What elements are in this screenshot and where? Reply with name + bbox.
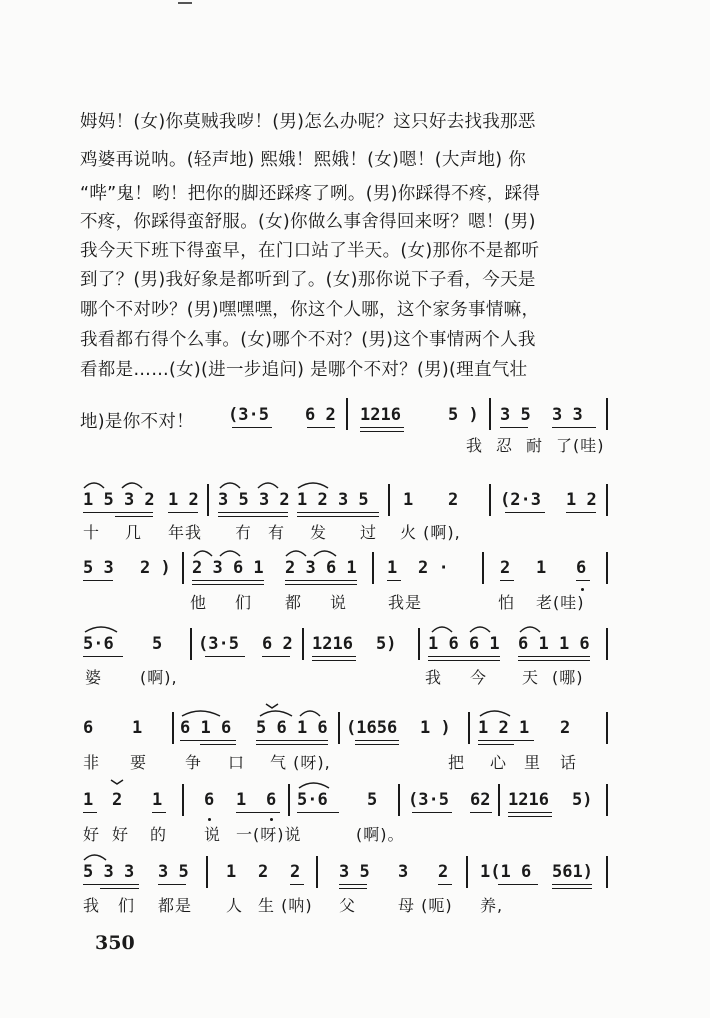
barline xyxy=(606,856,608,888)
note-group: 561) xyxy=(552,862,593,882)
beam xyxy=(256,740,328,741)
note-group: (3·5 xyxy=(228,405,269,425)
note-group: 5·6 xyxy=(83,634,114,654)
lyric: 婆 xyxy=(85,668,103,687)
beam xyxy=(552,884,592,885)
lyric: 他 xyxy=(190,593,208,612)
beam xyxy=(200,744,236,745)
lyric: 天 xyxy=(522,668,540,687)
barline xyxy=(206,856,208,888)
barline xyxy=(606,398,608,430)
beam xyxy=(355,744,399,745)
note-group: 3 3 xyxy=(552,405,583,425)
top-mark xyxy=(178,2,192,4)
note-group: 5 6 1 6 xyxy=(256,718,328,738)
slur xyxy=(478,706,518,718)
beam xyxy=(339,884,367,885)
slur xyxy=(297,778,337,790)
note-group: 2 3 6 1 xyxy=(192,558,264,578)
note-group: 2 xyxy=(560,718,571,738)
barline xyxy=(398,784,400,816)
slur xyxy=(218,478,388,490)
note-group: 2 xyxy=(290,862,301,882)
barline xyxy=(288,784,290,816)
prose-line: 看都是……(女)(进一步追问) 是哪个不对？(男)(理直气壮 xyxy=(80,360,528,380)
barline xyxy=(418,628,420,660)
note-group: 5 xyxy=(367,790,378,810)
slur xyxy=(180,698,340,718)
beam xyxy=(518,656,590,657)
barline xyxy=(190,628,192,660)
lyric: 耐 xyxy=(526,436,544,455)
note-group: 1 2 3 5 xyxy=(297,490,369,510)
note-group: 2 xyxy=(438,862,449,882)
barline xyxy=(606,712,608,744)
beam xyxy=(307,427,335,428)
note-group: 5·6 xyxy=(297,790,328,810)
note-group: 6 2 xyxy=(262,634,293,654)
slur xyxy=(190,546,370,558)
note-group: 5) xyxy=(572,790,593,810)
beam xyxy=(552,888,592,889)
beam xyxy=(158,884,186,885)
prose-line: 我看都冇得个么事。(女)哪个不对？(男)这个事情两个人我 xyxy=(80,330,536,350)
beam xyxy=(297,812,339,813)
barline xyxy=(606,628,608,660)
lyric: 父 xyxy=(339,896,357,915)
beam xyxy=(83,656,123,657)
beam xyxy=(218,512,288,513)
note-group: 2 3 6 1 xyxy=(285,558,357,578)
beam xyxy=(218,516,288,517)
note-group: (3·5 xyxy=(408,790,449,810)
lyric: 母 (呃) xyxy=(398,896,453,915)
beam xyxy=(508,812,552,813)
slur xyxy=(428,622,598,634)
beam xyxy=(500,427,528,428)
lyric: 我 xyxy=(83,896,101,915)
beam xyxy=(552,427,596,428)
note-group: 1 xyxy=(403,490,414,510)
lyric: 的 xyxy=(150,825,168,844)
note-group: 5 3 xyxy=(83,558,114,578)
lyric: 火 (啊), xyxy=(400,523,461,542)
beam xyxy=(262,656,290,657)
prose-line: 我今天下班下得蛮早，在门口站了半天。(女)那你不是都听 xyxy=(80,241,540,261)
note-group: 5 xyxy=(152,634,163,654)
barline xyxy=(302,628,304,660)
note-group: 6 xyxy=(204,790,215,810)
beam xyxy=(478,744,514,745)
beam xyxy=(83,884,139,885)
note-group: 6 xyxy=(576,558,587,578)
lyric: 养, xyxy=(480,896,504,915)
beam xyxy=(428,656,500,657)
beam xyxy=(500,580,514,581)
lyric: (哪) xyxy=(552,668,584,687)
barline xyxy=(388,484,390,516)
lyric: 一(呀)说 xyxy=(236,825,302,844)
barline xyxy=(182,552,184,584)
beam xyxy=(412,812,452,813)
slur xyxy=(83,622,123,634)
beam xyxy=(428,660,500,661)
slur xyxy=(82,850,122,862)
barline xyxy=(606,552,608,584)
lyric: 气 (呀), xyxy=(270,753,331,772)
prose-line-end: 地)是你不对！ xyxy=(80,412,194,432)
note-group: 2 · xyxy=(418,558,449,578)
barline xyxy=(182,784,184,816)
beam xyxy=(256,744,328,745)
barline xyxy=(498,784,500,816)
lyric: 说 xyxy=(204,825,222,844)
note-group: 2 xyxy=(258,862,269,882)
beam xyxy=(505,512,545,513)
beam xyxy=(312,660,356,661)
note-group: 6 xyxy=(266,790,277,810)
note-group: 1 xyxy=(83,790,94,810)
lyric: 几 xyxy=(125,523,143,542)
lyric: 要 xyxy=(130,753,148,772)
barline xyxy=(207,484,209,516)
note-group: 2 xyxy=(112,790,123,810)
beam xyxy=(297,512,379,513)
note-group: 3 xyxy=(398,862,409,882)
beam xyxy=(180,740,236,741)
lyric: 们 xyxy=(118,896,136,915)
lyric: 老(哇) xyxy=(536,593,585,612)
note-group: 1216 xyxy=(508,790,549,810)
lyric: 口 xyxy=(228,753,246,772)
octave-dot xyxy=(208,818,211,821)
note-group: 6 xyxy=(83,718,94,738)
note-group: 3 5 xyxy=(500,405,531,425)
note-group: 5) xyxy=(376,634,397,654)
note-group: 6 1 1 6 xyxy=(518,634,590,654)
note-group: 6 2 xyxy=(305,405,336,425)
note-group: 1 xyxy=(226,862,237,882)
note-group: 3 5 xyxy=(339,862,370,882)
beam xyxy=(470,812,492,813)
lyric: 了(哇) xyxy=(556,436,605,455)
note-group: 1 2 xyxy=(566,490,597,510)
note-group: 3 5 xyxy=(158,862,189,882)
barline xyxy=(172,712,174,744)
beam xyxy=(290,884,304,885)
lyric: 有 xyxy=(268,523,286,542)
note-group: 1 xyxy=(536,558,547,578)
lyric: 十 xyxy=(83,523,101,542)
beam xyxy=(518,660,590,661)
beam xyxy=(478,740,534,741)
beam xyxy=(285,584,357,585)
beam xyxy=(508,816,552,817)
beam xyxy=(236,812,280,813)
beam xyxy=(232,427,272,428)
beam xyxy=(339,888,367,889)
note-group: 1 xyxy=(387,558,398,578)
beam xyxy=(205,656,245,657)
lyric: 今 xyxy=(470,668,488,687)
prose-line: 不疼，你踩得蛮舒服。(女)你做么事舍得回来呀？嗯！(男) xyxy=(80,212,536,232)
note-group: 1 2 xyxy=(168,490,199,510)
lyric: 说 xyxy=(330,593,348,612)
lyric: 把 xyxy=(448,753,466,772)
beam xyxy=(115,516,153,517)
barline xyxy=(606,784,608,816)
beam xyxy=(387,580,401,581)
prose-line: 姆妈！(女)你莫贼我哕！(男)怎么办呢？这只好去找我那恶 xyxy=(80,112,536,132)
note-group: 1 xyxy=(236,790,247,810)
note-group: 62 xyxy=(470,790,491,810)
note-group: 1 5 3 2 xyxy=(83,490,155,510)
note-group: 1(1 6 xyxy=(480,862,532,882)
barline xyxy=(468,712,470,744)
beam xyxy=(83,812,97,813)
note-group: (1656 xyxy=(346,718,398,738)
note-group: 5 3 3 xyxy=(83,862,135,882)
lyric: 都是 xyxy=(158,896,193,915)
barline xyxy=(489,484,491,516)
note-group: (3·5 xyxy=(198,634,239,654)
prose-line: “哔”鬼！哟！把你的脚还踩疼了咧。(男)你踩得不疼，踩得 xyxy=(80,184,541,204)
note-group: 1 ) xyxy=(420,718,451,738)
lyric: 都 xyxy=(285,593,303,612)
prose-line: 到了？(男)我好象是都听到了。(女)那你说下子看，今天是 xyxy=(80,270,536,290)
note-group: 6 1 6 xyxy=(180,718,232,738)
barline xyxy=(372,552,374,584)
beam xyxy=(576,580,590,581)
lyric: 好 xyxy=(83,825,101,844)
barline xyxy=(338,712,340,744)
beam xyxy=(498,884,538,885)
note-group: 3 5 3 2 xyxy=(218,490,290,510)
beam xyxy=(192,584,264,585)
note-group: 2 ) xyxy=(140,558,171,578)
lyric: 人 xyxy=(226,896,244,915)
lyric: 好 xyxy=(112,825,130,844)
lyric: 争 xyxy=(185,753,203,772)
beam xyxy=(83,512,153,513)
beam xyxy=(360,431,404,432)
octave-dot xyxy=(270,818,273,821)
lyric: 里 xyxy=(524,753,542,772)
note-group: (2·3 xyxy=(500,490,541,510)
lyric: 生 (呐) xyxy=(258,896,313,915)
beam xyxy=(100,888,139,889)
beam xyxy=(285,580,357,581)
barline xyxy=(606,484,608,516)
barline xyxy=(482,552,484,584)
note-group: 2 xyxy=(500,558,511,578)
beam xyxy=(438,884,452,885)
lyric: 怕 xyxy=(498,593,516,612)
beam xyxy=(566,512,596,513)
lyric: 年我 xyxy=(168,523,203,542)
lyric: (啊)。 xyxy=(356,825,405,844)
beam xyxy=(355,740,399,741)
beam xyxy=(83,580,113,581)
note-group: 1216 xyxy=(312,634,353,654)
slur xyxy=(82,478,182,490)
lyric: 我是 xyxy=(388,593,423,612)
lyric: 心 xyxy=(490,753,508,772)
note-group: 1 6 6 1 xyxy=(428,634,500,654)
note-group: 5 ) xyxy=(448,405,479,425)
barline xyxy=(346,398,348,430)
barline xyxy=(489,398,491,430)
beam xyxy=(168,512,198,513)
lyric: 我 xyxy=(425,668,443,687)
prose-line: 哪个不对吵？(男)嘿嘿嘿，你这个人哪，这个家务事情嘛， xyxy=(80,300,540,320)
lyric: (啊), xyxy=(140,668,178,687)
prose-line: 鸡婆再说呐。(轻声地) 熙娥！熙娥！(女)嗯！(大声地) 你 xyxy=(80,150,527,170)
beam xyxy=(192,580,264,581)
lyric: 冇 xyxy=(235,523,253,542)
note-group: 1 xyxy=(132,718,143,738)
beam xyxy=(297,516,379,517)
beam xyxy=(152,812,166,813)
lyric: 忍 xyxy=(496,436,514,455)
lyric: 非 xyxy=(83,753,101,772)
note-group: 1216 xyxy=(360,405,401,425)
lyric: 过 xyxy=(360,523,378,542)
lyric: 们 xyxy=(235,593,253,612)
note-group: 2 xyxy=(448,490,459,510)
beam xyxy=(312,656,356,657)
slur xyxy=(108,776,128,790)
note-group: 1 2 1 xyxy=(478,718,530,738)
barline xyxy=(316,856,318,888)
lyric: 我 xyxy=(466,436,484,455)
lyric: 话 xyxy=(560,753,578,772)
beam xyxy=(360,427,404,428)
lyric: 发 xyxy=(310,523,328,542)
page-number: 350 xyxy=(95,932,135,954)
barline xyxy=(466,856,468,888)
note-group: 1 xyxy=(152,790,163,810)
